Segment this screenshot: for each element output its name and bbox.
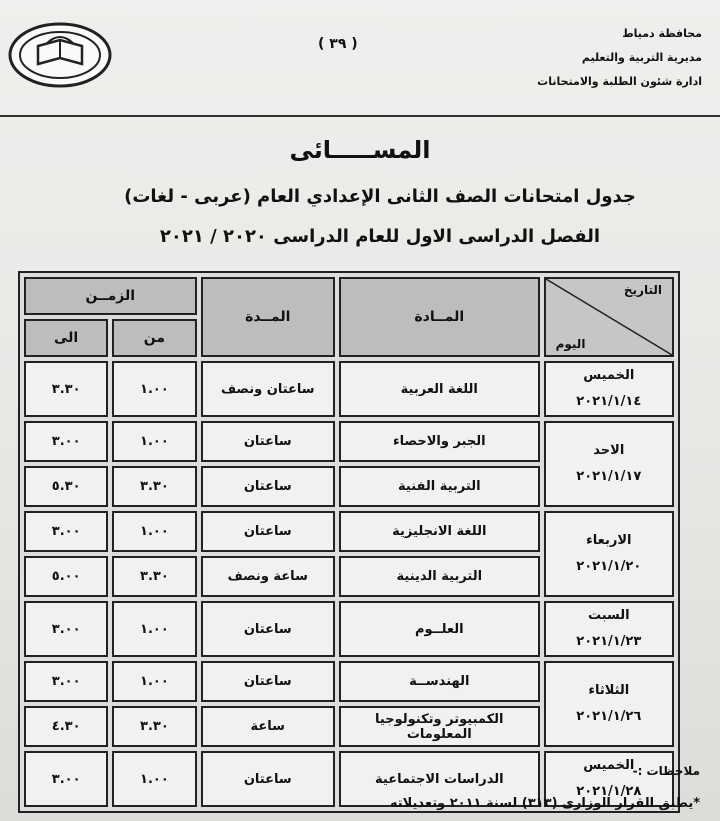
- duration-cell: ساعتان: [201, 511, 335, 552]
- day-date-cell: [544, 661, 674, 747]
- table-row: [24, 511, 674, 552]
- from-cell: ١.٠٠: [112, 601, 196, 657]
- day-date-cell: [544, 361, 674, 417]
- to-cell: ٣.٠٠: [24, 751, 108, 807]
- day-label: السبت: [587, 608, 630, 623]
- day-date-cell: [544, 601, 674, 657]
- date-header-label: التاريخ: [623, 283, 662, 297]
- to-cell: ٤.٣٠: [24, 706, 108, 747]
- to-cell: ٥.٣٠: [24, 466, 108, 507]
- day-date-cell: [544, 511, 674, 597]
- day-label: الخميس: [583, 368, 635, 383]
- time-header: الزمــن: [24, 277, 197, 315]
- date-label: ٢٠٢١/١/١٤: [576, 394, 642, 409]
- to-header: الى: [24, 319, 108, 357]
- table-row: [24, 361, 674, 417]
- date-label: ٢٠٢١/١/٢٦: [576, 709, 642, 724]
- subject-cell: اللغة العربية: [339, 361, 540, 417]
- from-cell: ١.٠٠: [112, 661, 196, 702]
- duration-cell: ساعة ونصف: [201, 556, 335, 597]
- header-divider: [0, 115, 720, 117]
- notes-label: ملاحظات :-: [632, 764, 700, 778]
- duration-header: المــدة: [201, 277, 335, 357]
- subject-header: المــادة: [339, 277, 540, 357]
- date-label: ٢٠٢١/١/٢٠: [576, 559, 642, 574]
- day-header-label: اليوم: [555, 337, 586, 351]
- from-cell: ١.٠٠: [112, 361, 196, 417]
- duration-cell: ساعتان: [201, 466, 335, 507]
- table-row: [24, 661, 674, 702]
- day-label: الاحد: [593, 443, 625, 458]
- day-date-cell: [544, 421, 674, 507]
- session-title: المســـــائى: [289, 136, 431, 164]
- administration-text: ادارة شئون الطلبة والامتحانات: [537, 75, 702, 88]
- governorate-text: محافظة دمياط: [622, 27, 702, 40]
- table-row: [24, 421, 674, 462]
- to-cell: ٣.٣٠: [24, 361, 108, 417]
- from-cell: ٣.٣٠: [112, 466, 196, 507]
- term-title: الفصل الدراسى الاول للعام الدراسى ٢٠٢٠ / ٢٠٢١: [159, 226, 601, 247]
- notes-text: *يطبق القرار الوزارى (٣١٣) لسنة ٢٠١١ وتعديلاته: [389, 796, 700, 811]
- duration-cell: ساعتان: [201, 421, 335, 462]
- schedule-title: جدول امتحانات الصف الثانى الإعدادي العام (عربى - لغات): [124, 186, 636, 207]
- date-label: ٢٠٢١/١/٢٣: [576, 634, 642, 649]
- to-cell: ٣.٠٠: [24, 511, 108, 552]
- issuer-block: [537, 22, 702, 94]
- subject-cell: العلــوم: [339, 601, 540, 657]
- duration-cell: ساعتان: [201, 751, 335, 807]
- from-cell: ٣.٣٠: [112, 706, 196, 747]
- from-header: من: [112, 319, 196, 357]
- to-cell: ٥.٠٠: [24, 556, 108, 597]
- day-label: الثلاثاء: [588, 683, 630, 698]
- subject-cell: الدراسات الاجتماعية: [339, 751, 540, 807]
- duration-cell: ساعتان ونصف: [201, 361, 335, 417]
- from-cell: ١.٠٠: [112, 751, 196, 807]
- subject-cell: الهندســة: [339, 661, 540, 702]
- subject-cell: التربية الفنية: [339, 466, 540, 507]
- page-number: ( ٣٩ ): [318, 36, 358, 52]
- from-cell: ١.٠٠: [112, 421, 196, 462]
- directorate-logo-icon: [8, 22, 112, 88]
- duration-cell: ساعتان: [201, 601, 335, 657]
- directorate-text: مديرية التربية والتعليم: [581, 51, 702, 64]
- exam-schedule-table: [18, 271, 680, 813]
- day-label: الاربعاء: [586, 533, 632, 548]
- schedule-body: [24, 361, 674, 807]
- date-day-header: [544, 277, 674, 357]
- duration-cell: ساعة: [201, 706, 335, 747]
- to-cell: ٣.٠٠: [24, 601, 108, 657]
- subject-cell: اللغة الانجليزية: [339, 511, 540, 552]
- from-cell: ٣.٣٠: [112, 556, 196, 597]
- to-cell: ٣.٠٠: [24, 421, 108, 462]
- subject-cell: التربية الدينية: [339, 556, 540, 597]
- to-cell: ٣.٠٠: [24, 661, 108, 702]
- date-label: ٢٠٢١/١/١٧: [576, 469, 642, 484]
- subject-cell: الكمبيوتر وتكنولوجيا المعلومات: [339, 706, 540, 747]
- date-label: ٢٠٢١/١/٢٨: [576, 784, 642, 799]
- table-row: [24, 601, 674, 657]
- subject-cell: الجبر والاحصاء: [339, 421, 540, 462]
- day-label: الخميس: [583, 758, 635, 773]
- from-cell: ١.٠٠: [112, 511, 196, 552]
- duration-cell: ساعتان: [201, 661, 335, 702]
